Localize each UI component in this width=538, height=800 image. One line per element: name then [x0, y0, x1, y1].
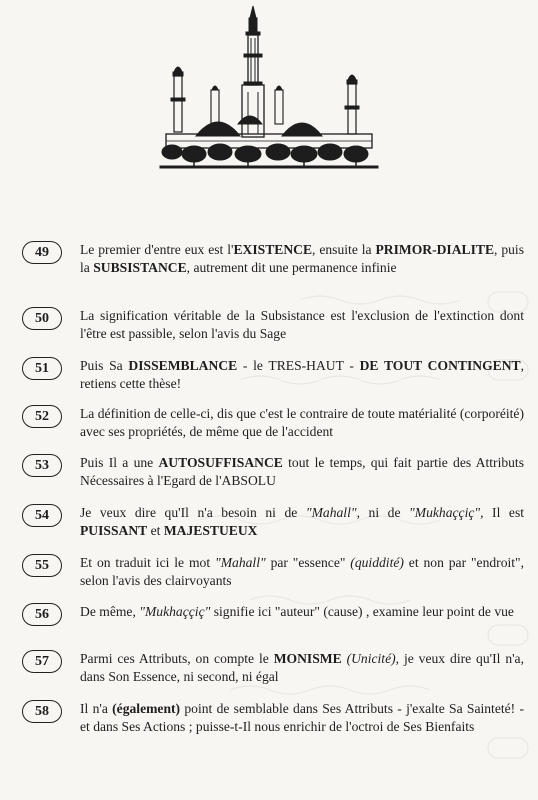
text-run: - le TRES-HAUT -: [237, 358, 360, 373]
italic-term: (Unicité): [346, 651, 396, 666]
text-run: Puis Sa: [80, 358, 129, 373]
verse-number-badge: 53: [22, 454, 62, 477]
text-run: , puis la: [80, 242, 524, 275]
text-run: La signification véritable de la Subsistance est l'exclusion de l'extinction dont l'être est passible, selon l'avis du Sage: [80, 308, 524, 341]
verse-number-badge: 55: [22, 554, 62, 577]
verse-number-badge: 52: [22, 405, 62, 428]
text-run: Parmi ces Attributs, on compte le: [80, 651, 274, 666]
bold-term: PRIMOR-DIALITE: [375, 242, 495, 257]
text-run: , ensuite la: [312, 242, 376, 257]
verse-text: [80, 405, 524, 441]
text-run: Puis Il a une: [80, 455, 159, 470]
verse-text: [80, 603, 524, 621]
verse-text: [80, 357, 524, 393]
bold-term: (également): [112, 701, 181, 716]
verse-text: [80, 454, 524, 490]
italic-term: "Mahall": [305, 505, 357, 520]
bold-term: EXISTENCE: [233, 242, 313, 257]
text-run: Je veux dire qu'Il n'a besoin ni de: [80, 505, 306, 520]
verse-text: [80, 650, 524, 686]
verse-text: [80, 241, 524, 277]
verse-text: [80, 700, 524, 736]
italic-term: "Mukhaççiç": [139, 604, 211, 619]
verse-text: [80, 504, 524, 540]
mosque-illustration: [158, 2, 380, 172]
verse-number-badge: 51: [22, 357, 62, 380]
verse-number-badge: 49: [22, 241, 62, 264]
text-run: , je veux dire qu'Il n'a, dans Son Essence, ni second, ni égal: [80, 651, 524, 684]
verse-number-badge: 50: [22, 307, 62, 330]
bold-term: MONISME: [273, 651, 342, 666]
text-run: par "essence": [265, 555, 351, 570]
text-run: tout le temps, qui fait partie des Attributs Nécessaires à l'Egard de l'ABSOLU: [80, 455, 525, 488]
text-run: signifie ici "auteur" (cause) , examine leur point de vue: [210, 604, 514, 619]
text-run: Le premier d'entre eux est l': [80, 242, 234, 257]
italic-term: "Mahall": [215, 555, 266, 570]
italic-term: (quiddité): [350, 555, 404, 570]
text-run: Il n'a: [80, 701, 113, 716]
verse-number-badge: 54: [22, 504, 62, 527]
text-run: et non par "endroit", selon l'avis des clairvoyants: [80, 555, 524, 588]
bold-term: PUISSANT: [80, 523, 148, 538]
verse-number-badge: 56: [22, 603, 62, 626]
bold-term: AUTOSUFFISANCE: [158, 455, 283, 470]
text-run: , ni de: [356, 505, 410, 520]
bold-term: SUBSISTANCE: [93, 260, 187, 275]
text-run: , autrement dit une permanence infinie: [186, 260, 397, 275]
italic-term: "Mukhaççiç": [409, 505, 481, 520]
bold-term: DISSEMBLANCE: [128, 358, 238, 373]
text-run: De même,: [80, 604, 140, 619]
text-run: La définition de celle-ci, dis que c'est le contraire de toute matérialité (corporéité) avec ses propriétés, de même que de l'accident: [80, 406, 524, 439]
text-run: , retiens cette thèse!: [80, 358, 524, 391]
bold-term: MAJESTUEUX: [163, 523, 258, 538]
text-run: , Il est: [480, 505, 525, 520]
text-run: et: [147, 523, 164, 538]
bold-term: DE TOUT CONTINGENT: [359, 358, 521, 373]
verse-text: [80, 307, 524, 343]
verse-number-badge: 57: [22, 650, 62, 673]
verse-text: [80, 554, 524, 590]
text-run: Et on traduit ici le mot: [80, 555, 215, 570]
verse-number-badge: 58: [22, 700, 62, 723]
text-run: point de semblable dans Ses Attributs - j'exalte Sa Sainteté! - et dans Ses Actions ; puisse-t-Il nous enrichir de l'octroi de Ses Bienfaits: [80, 701, 524, 734]
